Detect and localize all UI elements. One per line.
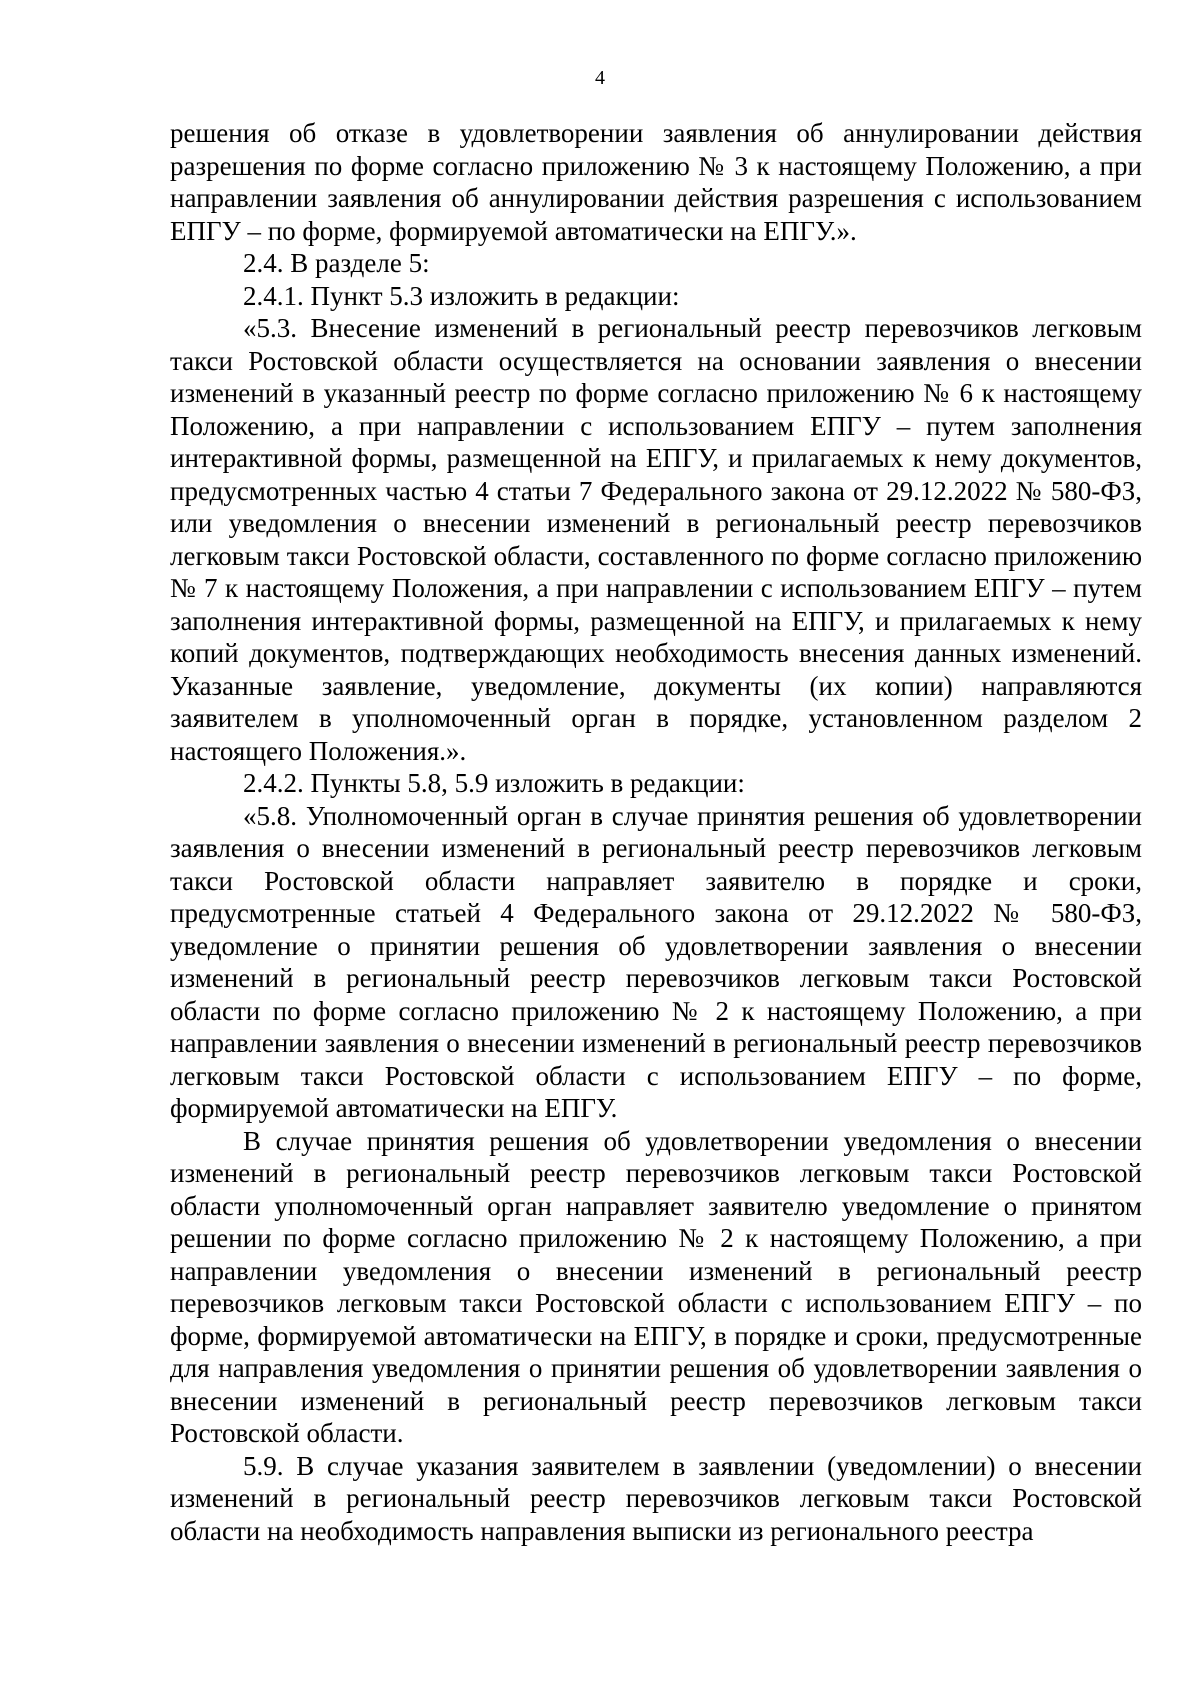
paragraph-clause-5-3: «5.3. Внесение изменений в региональный реестр перевозчиков легковым такси Ростовской области осуществляется на основании заявления о внесении изменений в указанный реестр по форме согласно приложению № 6 к настоящему Положению, а при направлении с использованием ЕПГУ – путем заполнения интерактивной формы, размещенной на ЕПГУ, и прилагаемых к нему документов, предусмотренных частью 4 статьи 7 Федерального закона от 29.12.2022 № 580-ФЗ, или уведомления о внесении изменений в региональный реестр перевозчиков легковым такси Ростовской области, составленного по форме согласно приложению № 7 к настоящему Положения, а при направлении с использованием ЕПГУ – путем заполнения интерактивной формы, размещенной на ЕПГУ, и прилагаемых к нему копий документов, подтверждающих необходимость внесения данных изменений. Указанные заявление, уведомление, документы (их копии) направляются заявителем в уполномоченный орган в порядке, установленном разделом 2 настоящего Положения.». <box>170 313 1142 766</box>
paragraph-section-2-4: 2.4. В разделе 5: <box>243 248 430 278</box>
paragraph-clause-5-8: «5.8. Уполномоченный орган в случае принятия решения об удовлетворении заявления о внесении изменений в региональный реестр перевозчиков легковым такси Ростовской области направляет заявителю в порядке и сроки, предусмотренные статьей 4 Федерального закона от 29.12.2022 № 580-ФЗ, уведомление о принятии решения об удовлетворении заявления о внесении изменений в региональный реестр перевозчиков легковым такси Ростовской области по форме согласно приложению № 2 к настоящему Положению, а при направлении заявления о внесении изменений в региональный реестр перевозчиков легковым такси Ростовской области с использованием ЕПГУ – по форме, формируемой автоматически на ЕПГУ. <box>170 800 1142 1123</box>
paragraph-section-2-4-1: 2.4.1. Пункт 5.3 изложить в редакции: <box>243 280 680 311</box>
paragraph-decision-refusal: решения об отказе в удовлетворении заявления об аннулировании действия разрешения по форме согласно приложению № 3 к настоящему Положению, а при направлении заявления об аннулировании действия разрешения с использованием ЕПГУ – по форме, формируемой автоматически на ЕПГУ.». <box>170 118 1142 246</box>
paragraph-notification-decision: В случае принятия решения об удовлетворении уведомления о внесении изменений в региональный реестр перевозчиков легковым такси Ростовской области уполномоченный орган направляет заявителю уведомление о принятом решении по форме согласно приложению № 2 к настоящему Положению, а при направлении уведомления о внесении изменений в региональный реестр перевозчиков легковым такси Ростовской области с использованием ЕПГУ – по форме, формируемой автоматически на ЕПГУ, в порядке и сроки, предусмотренные для направления уведомления о принятии решения об удовлетворении заявления о внесении изменений в региональный реестр перевозчиков легковым такси Ростовской области. <box>170 1125 1142 1448</box>
paragraph-clause-5-9: 5.9. В случае указания заявителем в заявлении (уведомлении) о внесении изменений в региональный реестр перевозчиков легковым такси Ростовской области на необходимость направления выписки из регионального реестра <box>170 1450 1142 1546</box>
paragraph-section-2-4-2: 2.4.2. Пункты 5.8, 5.9 изложить в редакции: <box>243 768 745 798</box>
document-body <box>170 117 1142 1547</box>
page-number: 4 <box>595 67 605 89</box>
